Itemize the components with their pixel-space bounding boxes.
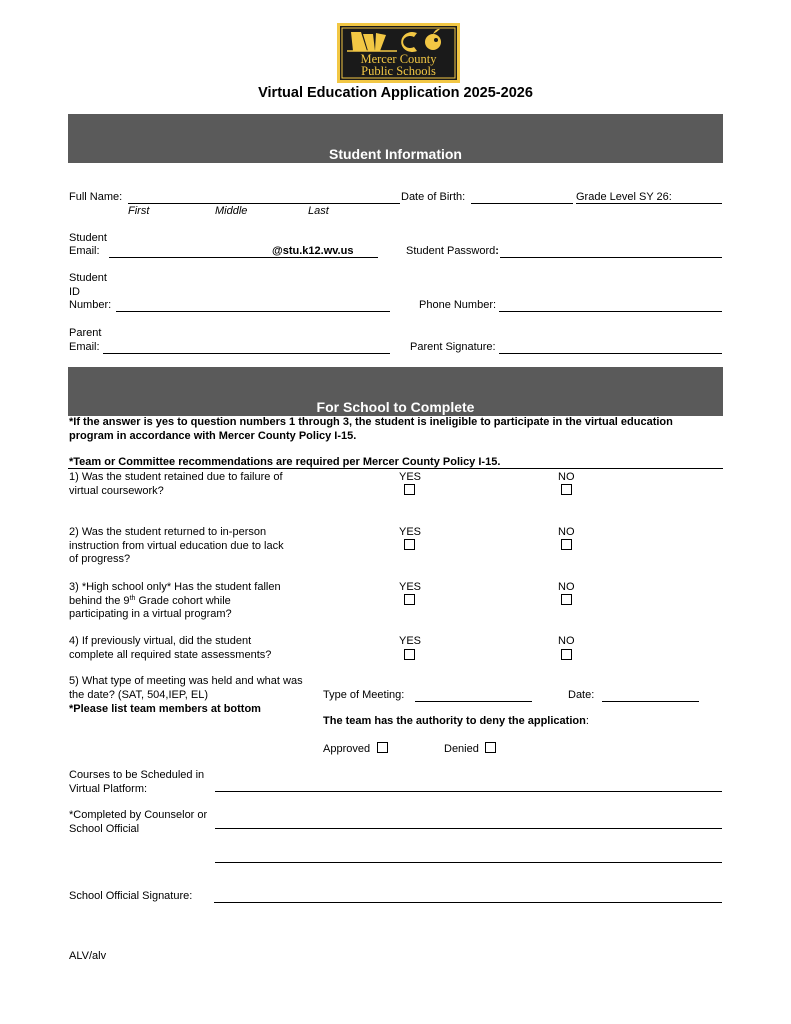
question-1: 1) Was the student retained due to failure of virtual coursework?: [69, 471, 283, 497]
dob-label: Date of Birth:: [401, 191, 466, 203]
completed-by-note: *Completed by Counselor or School Official: [69, 809, 208, 835]
student-email-label-l2: Email:: [69, 245, 100, 257]
last-name-caption: Last: [308, 205, 329, 217]
q4-yes-checkbox[interactable]: [404, 649, 415, 660]
q4-yes-label: YES: [399, 635, 422, 647]
grade-level-input[interactable]: [576, 203, 722, 204]
q1-yes-label: YES: [399, 471, 422, 483]
password-colon: :: [495, 245, 499, 257]
authority-statement: [323, 715, 589, 728]
authority-text: The team has the authority to deny the application: [323, 715, 586, 727]
q1-no-checkbox[interactable]: [561, 484, 572, 495]
grade-level-label: Grade Level SY 26:: [576, 191, 672, 203]
parent-signature-input[interactable]: [499, 353, 722, 354]
full-name-label: Full Name:: [69, 191, 123, 203]
q2-yes-checkbox[interactable]: [404, 539, 415, 550]
courses-input-1[interactable]: [215, 791, 722, 792]
phone-number-input[interactable]: [499, 311, 722, 312]
meeting-date-input[interactable]: [602, 701, 699, 702]
team-members-note: *Please list team members at bottom: [69, 703, 261, 715]
q2-no-checkbox[interactable]: [561, 539, 572, 550]
courses-input-2[interactable]: [215, 828, 722, 829]
meeting-type-label: Type of Meeting:: [323, 689, 405, 701]
q1-no-label: NO: [558, 471, 575, 483]
courses-input-3[interactable]: [215, 862, 722, 863]
student-id-input[interactable]: [116, 311, 390, 312]
meeting-date-label: Date:: [568, 689, 595, 701]
logo-text-line2: Public Schools: [361, 64, 436, 78]
q4-no-checkbox[interactable]: [561, 649, 572, 660]
q2-yes-label: YES: [399, 526, 422, 538]
question-2: 2) Was the student returned to in-person instruction from virtual education due to lack of progress?: [69, 526, 284, 565]
school-official-signature-label: School Official Signature:: [69, 890, 193, 902]
middle-name-caption: Middle: [215, 205, 248, 217]
question-3: [69, 581, 284, 622]
dob-input[interactable]: [471, 203, 573, 204]
q3-no-label: NO: [558, 581, 575, 593]
q1-yes-checkbox[interactable]: [404, 484, 415, 495]
q3-text-b: Grade cohort while participating in a virtual program?: [69, 594, 232, 620]
parent-email-input[interactable]: [103, 353, 390, 354]
question-5: 5) What type of meeting was held and what was the date? (SAT, 504,IEP, EL): [69, 675, 303, 701]
school-official-signature-input[interactable]: [214, 902, 722, 903]
student-password-label: [406, 245, 499, 258]
note-underline: [68, 468, 723, 469]
authority-colon: :: [585, 715, 589, 727]
section-title: Student Information: [329, 146, 462, 162]
logo-text-line1: Mercer County: [360, 52, 437, 66]
parent-signature-label: Parent Signature:: [410, 341, 496, 353]
phone-number-label: Phone Number:: [419, 299, 497, 311]
school-complete-header: [68, 367, 723, 416]
q3-text-a: 3) *High school only* Has the student fallen behind the 9: [69, 581, 281, 607]
question-4: 4) If previously virtual, did the student complete all required state assessments?: [69, 635, 272, 661]
meeting-type-input[interactable]: [415, 701, 532, 702]
page-title: Virtual Education Application 2025-2026: [258, 85, 533, 101]
q3-yes-checkbox[interactable]: [404, 594, 415, 605]
student-id-label-l2: ID: [69, 286, 80, 298]
student-id-label-l3: Number:: [69, 299, 112, 311]
student-email-label-l1: Student: [69, 232, 107, 244]
q3-yes-label: YES: [399, 581, 422, 593]
denied-label: Denied: [444, 743, 479, 755]
student-information-header: [68, 114, 723, 163]
parent-email-label-l1: Parent: [69, 327, 102, 339]
student-password-input[interactable]: [500, 257, 722, 258]
approved-checkbox[interactable]: [377, 742, 388, 753]
q3-superscript: th: [129, 594, 136, 602]
document-initials: ALV/alv: [69, 950, 107, 962]
password-label-text: Student Password: [406, 245, 496, 257]
q2-no-label: NO: [558, 526, 575, 538]
q3-no-checkbox[interactable]: [561, 594, 572, 605]
school-logo: [337, 23, 460, 83]
full-name-input[interactable]: [128, 203, 400, 204]
parent-email-label-l2: Email:: [69, 341, 100, 353]
team-recommendation-note: *Team or Committee recommendations are required per Mercer County Policy I-15.: [69, 456, 501, 468]
approved-label: Approved: [323, 743, 371, 755]
courses-label: Courses to be Scheduled in Virtual Platform:: [69, 769, 205, 795]
q4-no-label: NO: [558, 635, 575, 647]
denied-checkbox[interactable]: [485, 742, 496, 753]
first-name-caption: First: [128, 205, 150, 217]
student-id-label-l1: Student: [69, 272, 107, 284]
email-domain: @stu.k12.wv.us: [272, 245, 354, 257]
section-title: For School to Complete: [316, 399, 475, 415]
ineligibility-note: *If the answer is yes to question numbers 1 through 3, the student is ineligible to participate in the virtual education program in accordance with Mercer County Policy I-15.: [69, 416, 673, 442]
